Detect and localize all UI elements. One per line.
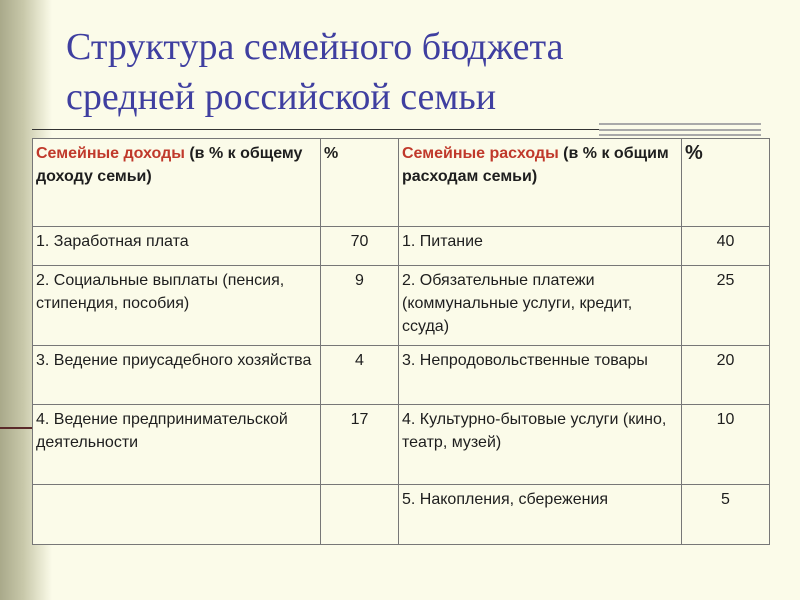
expense-pct-cell: 20 — [682, 346, 770, 405]
income-cell: 1. Заработная плата — [33, 227, 321, 266]
decorative-side-line — [0, 427, 32, 429]
expense-pct-cell: 25 — [682, 266, 770, 346]
expense-pct-cell: 10 — [682, 405, 770, 485]
expense-cell: 4. Культурно-бытовые услуги (кино, театр, музей) — [399, 405, 682, 485]
table-row — [33, 227, 770, 266]
income-pct-header: % — [321, 139, 399, 227]
table-row — [33, 346, 770, 405]
expense-pct-cell: 5 — [682, 485, 770, 545]
income-pct-cell: 17 — [321, 405, 399, 485]
income-pct-cell: 9 — [321, 266, 399, 346]
expense-cell: 5. Накопления, сбережения — [399, 485, 682, 545]
income-header — [33, 139, 321, 227]
income-header-accent: Семейные доходы — [36, 145, 185, 162]
expense-header-accent: Семейные расходы — [402, 145, 559, 162]
expense-cell: 3. Непродовольственные товары — [399, 346, 682, 405]
decorative-stripe — [599, 123, 761, 125]
decorative-stripe — [599, 134, 761, 136]
expense-pct-header: % — [682, 139, 770, 227]
income-cell — [33, 485, 321, 545]
table-row — [33, 485, 770, 545]
title-line-2: средней российской семьи — [66, 76, 497, 118]
budget-table — [32, 138, 770, 545]
table-header-row — [33, 139, 770, 227]
expense-pct-cell: 40 — [682, 227, 770, 266]
decorative-stripe — [599, 129, 761, 131]
income-cell: 4. Ведение предпринимательской деятельности — [33, 405, 321, 485]
slide-title — [66, 22, 746, 122]
expense-header-rest: (в % к общим расходам семьи) — [402, 145, 669, 185]
income-pct-cell — [321, 485, 399, 545]
expense-header — [399, 139, 682, 227]
table-row — [33, 266, 770, 346]
expense-cell: 1. Питание — [399, 227, 682, 266]
income-cell: 2. Социальные выплаты (пенсия, стипендия, пособия) — [33, 266, 321, 346]
table-row — [33, 405, 770, 485]
income-header-rest: (в % к общему доходу семьи) — [36, 145, 303, 185]
income-pct-cell: 4 — [321, 346, 399, 405]
expense-cell: 2. Обязательные платежи (коммунальные услуги, кредит, ссуда) — [399, 266, 682, 346]
income-cell: 3. Ведение приусадебного хозяйства — [33, 346, 321, 405]
income-pct-cell: 70 — [321, 227, 399, 266]
title-line-1: Структура семейного бюджета — [66, 26, 564, 68]
